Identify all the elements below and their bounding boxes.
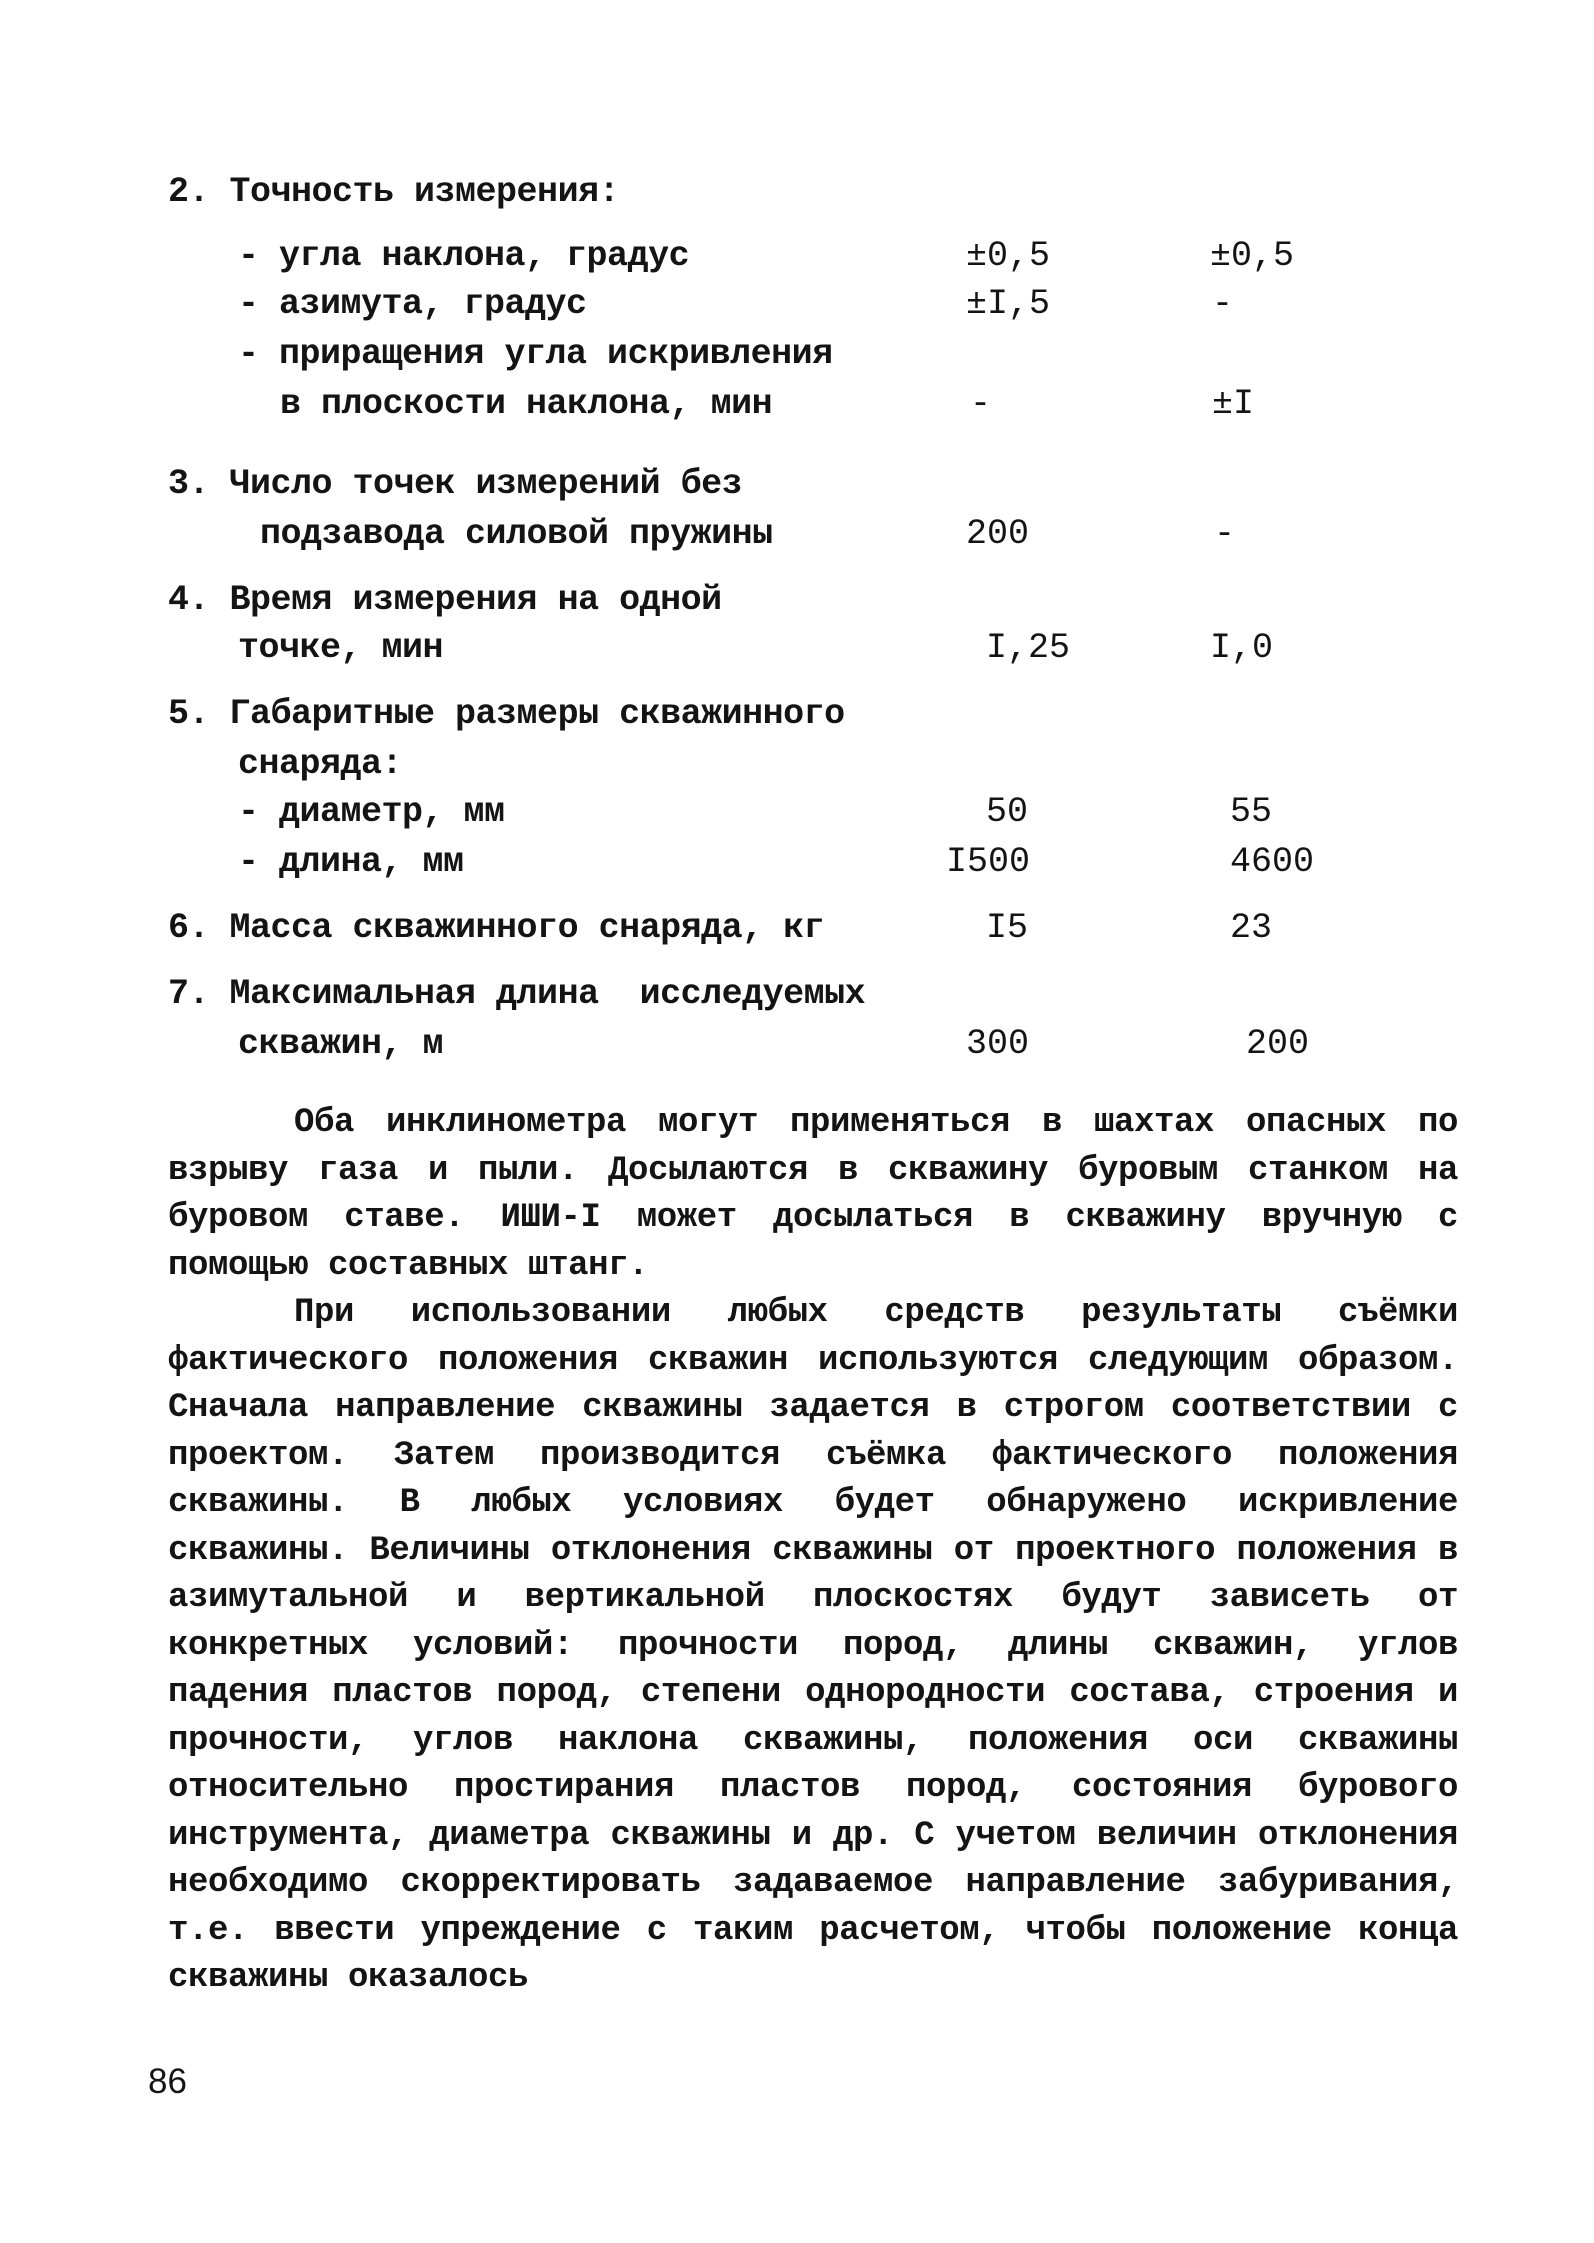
spec-2-row-3-label: - приращения угла искривления xyxy=(238,334,833,374)
spec-4-line-2: точке, мин xyxy=(238,628,444,668)
spec-7-value-1: 300 xyxy=(966,1024,1030,1064)
spec-4-value-2: I,0 xyxy=(1210,628,1274,668)
spec-5-row-2-value-2: 4600 xyxy=(1230,842,1315,882)
spec-4-value-1: I,25 xyxy=(986,628,1071,668)
spec-3-line-2: подзавода силовой пружины xyxy=(260,514,773,554)
spec-2-row-2-value-2: - xyxy=(1212,284,1234,324)
spec-5-row-1-value-2: 55 xyxy=(1230,792,1273,832)
spec-5-line-1: 5. Габаритные размеры скважинного xyxy=(168,694,845,734)
spec-5-row-1-value-1: 50 xyxy=(986,792,1029,832)
spec-7-line-1: 7. Максимальная длина исследуемых xyxy=(168,974,866,1014)
spec-6-value-2: 23 xyxy=(1230,908,1273,948)
spec-2-row-4-value-2: ±I xyxy=(1212,384,1255,424)
spec-2-row-1-label: - угла наклона, градус xyxy=(238,236,690,276)
spec-5-row-2-label: - длина, мм xyxy=(238,842,464,882)
spec-3-line-1: 3. Число точек измерений без xyxy=(168,464,743,504)
spec-2-row-4-label: в плоскости наклона, мин xyxy=(280,384,773,424)
spec-2-row-1-value-1: ±0,5 xyxy=(966,236,1051,276)
page-number: 86 xyxy=(148,2062,187,2101)
spec-2-row-4-value-1: - xyxy=(970,384,992,424)
spec-3-value-2: - xyxy=(1214,514,1236,554)
spec-3-value-1: 200 xyxy=(966,514,1030,554)
spec-4-line-1: 4. Время измерения на одной xyxy=(168,580,722,620)
spec-5-row-2-value-1: I500 xyxy=(946,842,1031,882)
body-text xyxy=(168,1100,1458,2003)
paragraph-1: Оба инклинометра могут применяться в шахтах опасных по взрыву газа и пыли. Досылаются в скважину буровым станком на буровом ставе. ИШИ-I может досылаться в скважину вручную с помощью составных штанг. xyxy=(168,1104,1458,1285)
spec-2-row-1-value-2: ±0,5 xyxy=(1210,236,1295,276)
spec-2-heading: 2. Точность измерения: xyxy=(168,172,620,212)
spec-6-value-1: I5 xyxy=(986,908,1029,948)
paragraph-2: При использовании любых средств результаты съёмки фактического положения скважин используются следующим образом. Сначала направление скважины задается в строгом соответствии с проектом. Затем производится съёмка фактического положения скважины. В любых условиях будет обнаружено искривление скважины. Величины отклонения скважины от проектного положения в азимутальной и вертикальной плоскостях будут зависеть от конкретных условий: прочности пород, длины скважин, углов падения пластов пород, степени однородности состава, строения и прочности, углов наклона скважины, положения оси скважины относительно простирания пластов пород, состояния бурового инструмента, диаметра скважины и др. С учетом величин отклонения необходимо скорректировать задаваемое направление забуривания, т.е. ввести упреждение с таким расчетом, чтобы положение конца скважины оказалось xyxy=(168,1294,1458,1997)
spec-6-line-1: 6. Масса скважинного снаряда, кг xyxy=(168,908,825,948)
spec-2-row-2-label: - азимута, градус xyxy=(238,284,587,324)
spec-5-row-1-label: - диаметр, мм xyxy=(238,792,505,832)
spec-7-value-2: 200 xyxy=(1246,1024,1310,1064)
spec-7-line-2: скважин, м xyxy=(238,1024,444,1064)
spec-2-row-2-value-1: ±I,5 xyxy=(966,284,1051,324)
spec-5-line-2: снаряда: xyxy=(238,744,403,784)
